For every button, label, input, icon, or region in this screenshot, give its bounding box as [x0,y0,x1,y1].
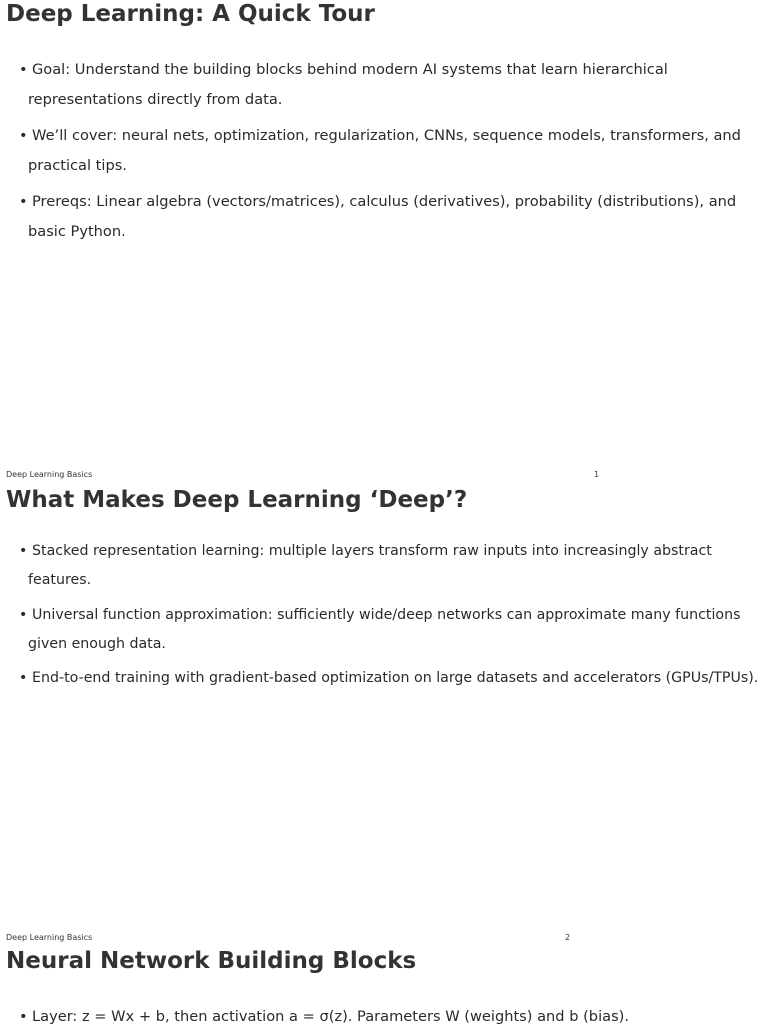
bullet-text: Prereqs: Linear algebra (vectors/matrices), calculus (derivatives), probability (distributions), and [32,193,737,210]
slide-title: Neural Network Building Blocks [6,948,417,974]
bullet-icon: • [19,543,28,559]
bullet-text: We’ll cover: neural nets, optimization, regularization, CNNs, sequence models, transformers, and [32,127,741,144]
bullet-item [19,187,765,247]
bullet-icon: • [19,61,28,78]
bullet-item [19,121,765,181]
bullet-text-continued: basic Python. [28,223,126,240]
bullet-text: Stacked representation learning: multiple layers transform raw inputs into increasingly abstract [32,543,712,559]
slide-2 [0,484,768,947]
bullet-item [19,664,765,693]
page-number: 1 [594,470,600,479]
bullet-icon: • [19,193,28,210]
slide-3 [0,947,768,1024]
bullet-text: Layer: z = Wx + b, then activation a = σ(z). Parameters W (weights) and b (bias). [32,1008,630,1025]
bullet-text-continued: practical tips. [28,157,127,174]
slide-1 [0,0,768,484]
slide-title: What Makes Deep Learning ‘Deep’? [6,487,468,513]
bullet-text-continued: representations directly from data. [28,91,283,108]
bullet-text: Universal function approximation: sufficiently wide/deep networks can approximate many functions [32,607,741,623]
bullet-item [19,537,765,595]
slide-title: Deep Learning: A Quick Tour [6,1,375,27]
page-number: 2 [565,933,571,942]
footer-label: Deep Learning Basics [6,933,93,942]
bullet-item [19,55,765,115]
bullet-text: Goal: Understand the building blocks behind modern AI systems that learn hierarchical [32,61,668,78]
bullet-item [19,1002,765,1032]
bullet-text-continued: given enough data. [28,636,166,652]
bullet-item [19,601,765,659]
bullet-icon: • [19,607,28,623]
bullet-icon: • [19,127,28,144]
bullet-text-continued: features. [28,572,92,588]
footer-label: Deep Learning Basics [6,470,93,479]
bullet-icon: • [19,670,28,686]
bullet-icon: • [19,1008,28,1025]
bullet-text: End-to-end training with gradient-based optimization on large datasets and accelerators (GPUs/TPUs). [32,670,759,686]
